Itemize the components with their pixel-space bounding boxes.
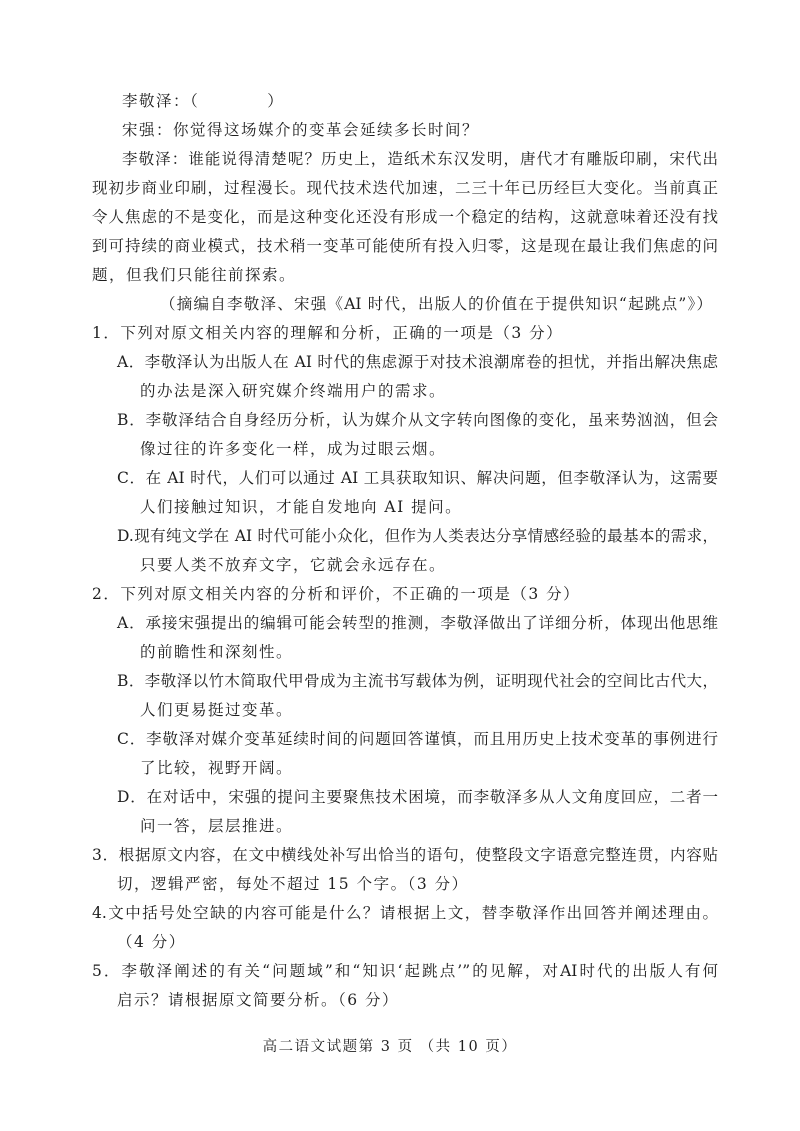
question-4 (92, 899, 718, 957)
text-line: 5．李敬泽阐述的有关“问题域”和“知识‘起跳点’”的见解，对AI时代的出版人有何 (92, 962, 718, 980)
text-line: 宋强：你觉得这场媒介的变革会延续多长时间？ (122, 121, 480, 139)
text-line: 问一答，层层推进。 (140, 817, 294, 835)
question-stem (92, 580, 718, 609)
text-line: 李敬泽：（ ） (122, 92, 285, 110)
source-citation: （摘编自李敬泽、宋强《AI 时代，出版人的价值在于提供知识“起跳点”》） (160, 295, 712, 313)
dialogue-paragraph (92, 116, 718, 145)
question-stem (92, 841, 718, 899)
text-line: D.现有纯文学在 AI 时代可能小众化，但作为人类表达分享情感经验的最基本的需求， (117, 527, 718, 545)
option-a (92, 609, 718, 667)
text-line: 李敬泽：谁能说得清楚呢？历史上，造纸术东汉发明，唐代才有雕版印刷，宋代出 (122, 150, 718, 168)
text-line: 3．根据原文内容，在文中横线处补写出恰当的语句，使整段文字语意完整连贯，内容贴 (92, 846, 718, 864)
text-line: 4.文中括号处空缺的内容可能是什么？请根据上文，替李敬泽作出回答并阐述理由。 (92, 904, 718, 922)
question-3 (92, 841, 718, 899)
text-line: 人们接触过知识，才能自发地向 AI 提问。 (140, 498, 463, 516)
reading-passage (92, 87, 718, 319)
text-line: 启示？请根据原文简要分析。（6 分） (117, 991, 400, 1009)
question-stem (92, 957, 718, 1015)
question-5 (92, 957, 718, 1015)
text-line: B．李敬泽以竹木简取代甲骨成为主流书写载体为例，证明现代社会的空间比古代大， (117, 672, 718, 690)
text-line: C．李敬泽对媒介变革延续时间的问题回答谨慎，而且用历史上技术变革的事例进行 (117, 730, 718, 748)
question-2 (92, 580, 718, 841)
option-a (92, 348, 718, 406)
option-b (92, 667, 718, 725)
text-line: （4 分） (117, 933, 186, 951)
text-line: 1．下列对原文相关内容的理解和分析，正确的一项是（3 分） (92, 324, 564, 342)
page-content (92, 87, 718, 1015)
question-1 (92, 319, 718, 580)
text-line: 只要人类不放弃文字，它就会永远存在。 (140, 556, 447, 574)
text-line: A．承接宋强提出的编辑可能会转型的推测，李敬泽做出了详细分析，体现出他思维 (117, 614, 718, 632)
text-line: 人们更易挺过变革。 (140, 701, 294, 719)
text-line: 了比较，视野开阔。 (140, 759, 294, 777)
text-line: 像过往的许多变化一样，成为过眼云烟。 (140, 440, 447, 458)
question-stem (92, 319, 718, 348)
text-line: B．李敬泽结合自身经历分析，认为媒介从文字转向图像的变化，虽来势汹汹，但会 (117, 411, 718, 429)
option-d (92, 522, 718, 580)
option-b (92, 406, 718, 464)
dialogue-paragraph (92, 87, 718, 116)
text-line: 切，逻辑严密，每处不超过 15 个字。（3 分） (117, 875, 469, 893)
text-line: C．在 AI 时代，人们可以通过 AI 工具获取知识、解决问题，但李敬泽认为，这需要 (117, 469, 718, 487)
text-line: A．李敬泽认为出版人在 AI 时代的焦虑源于对技术浪潮席卷的担忧，并指出解决焦虑 (117, 353, 718, 371)
text-line: 2．下列对原文相关内容的分析和评价，不正确的一项是（3 分） (92, 585, 581, 603)
text-line: 令人焦虑的不是变化，而是这种变化还没有形成一个稳定的结构，这就意味着还没有找 (92, 208, 718, 226)
dialogue-paragraph (92, 145, 718, 290)
text-line: 现初步商业印刷，过程漫长。现代技术迭代加速，二三十年已历经巨大变化。当前真正 (92, 179, 718, 197)
option-c (92, 464, 718, 522)
text-line: 到可持续的商业模式，技术稍一变革可能使所有投入归零，这是现在最让我们焦虑的问 (92, 237, 718, 255)
text-line: 的办法是深入研究媒介终端用户的需求。 (140, 382, 447, 400)
text-line: D．在对话中，宋强的提问主要聚焦技术困境，而李敬泽多从人文角度回应，二者一 (117, 788, 718, 806)
text-line: 的前瞻性和深刻性。 (140, 643, 294, 661)
page-footer: 高二语文试题第 3 页 （共 10 页） (262, 1039, 518, 1055)
question-stem (92, 899, 718, 957)
option-c (92, 725, 718, 783)
option-d (92, 783, 718, 841)
text-line: 题，但我们只能往前探索。 (92, 266, 297, 284)
